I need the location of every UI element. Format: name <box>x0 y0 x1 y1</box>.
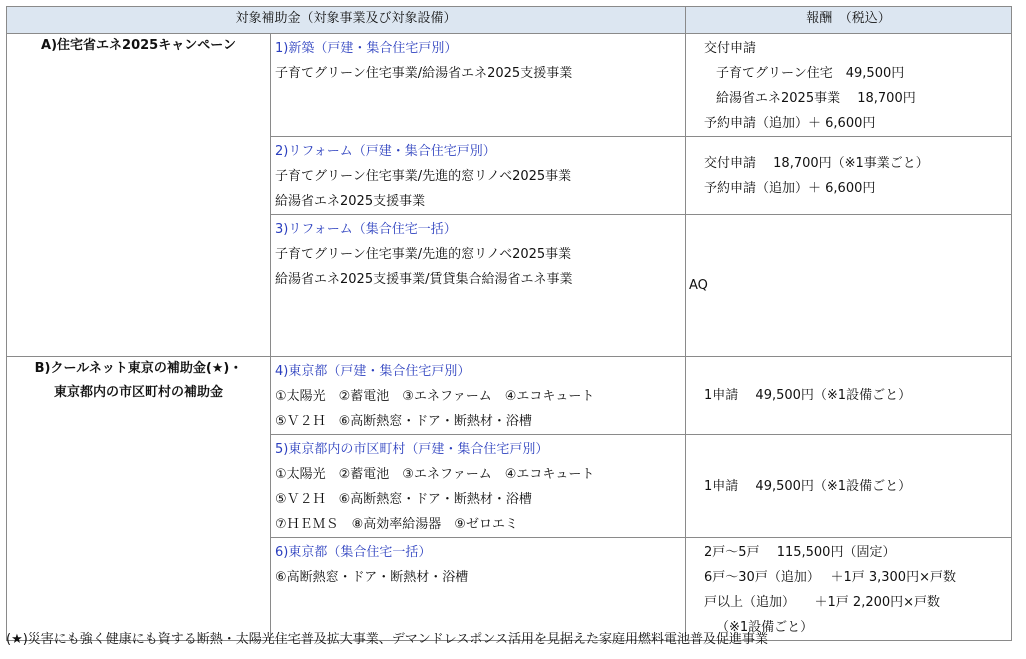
fee-cell <box>686 137 1012 215</box>
fee-line: 1申請 49,500円（※1設備ごと） <box>704 388 912 403</box>
fee-line: 給湯省エネ2025事業 18,700円 <box>716 91 916 106</box>
header-row <box>7 7 1012 34</box>
footnote: (★)災害にも強く健康にも資する断熱・太陽光住宅普及拡大事業、デマンドレスポンス活用を見据えた家庭用燃料電池普及促進事業 <box>6 632 769 647</box>
fee-line: 6戸～30戸（追加） ＋1戸 3,300円×戸数 <box>704 570 956 585</box>
fee-line: 1申請 49,500円（※1設備ごと） <box>704 478 912 494</box>
fee-cell <box>686 215 1012 357</box>
subsidy-fee-table <box>6 6 1012 641</box>
table-row <box>7 357 1012 435</box>
subsidy-line: 給湯省エネ2025支援事業 <box>275 194 426 209</box>
category-b-label-1: B)クールネット東京の補助金(★)・ <box>34 361 243 376</box>
subsidy-title: 5)東京都内の市区町村（戸建・集合住宅戸別） <box>275 442 549 457</box>
subsidy-line: 子育てグリーン住宅事業/先進的窓リノベ2025事業 <box>275 247 572 262</box>
category-b <box>7 357 271 641</box>
subsidy-line: ①太陽光 ②蓄電池 ③エネファーム ④エコキュート <box>275 467 595 482</box>
fee-line: 交付申請 <box>704 41 757 56</box>
subsidy-cell <box>271 538 686 641</box>
subsidy-line: 子育てグリーン住宅事業/給湯省エネ2025支援事業 <box>275 66 573 81</box>
fee-line: （※1設備ごと） <box>716 620 814 635</box>
fee-cell <box>686 357 1012 435</box>
subsidy-title: 2)リフォーム（戸建・集合住宅戸別） <box>275 144 496 159</box>
category-a <box>7 34 271 357</box>
subsidy-cell <box>271 137 686 215</box>
subsidy-title: 4)東京都（戸建・集合住宅戸別） <box>275 364 471 379</box>
subsidy-line: ⑤Ｖ２Ｈ ⑥高断熱窓・ドア・断熱材・浴槽 <box>275 492 532 507</box>
subsidy-cell <box>271 435 686 538</box>
fee-line: 予約申請（追加）＋ 6,600円 <box>704 181 876 196</box>
fee-line: AQ <box>689 278 708 293</box>
fee-line: 戸以上（追加） ＋1戸 2,200円×戸数 <box>704 595 941 610</box>
header-fee: 報酬 （税込） <box>686 7 1012 34</box>
fee-line: 子育てグリーン住宅 49,500円 <box>716 66 905 81</box>
fee-line: 予約申請（追加）＋ 6,600円 <box>704 116 876 131</box>
subsidy-title: 3)リフォーム（集合住宅一括） <box>275 222 457 237</box>
fee-line: 交付申請 18,700円（※1事業ごと） <box>704 156 929 171</box>
fee-cell <box>686 34 1012 137</box>
subsidy-line: ①太陽光 ②蓄電池 ③エネファーム ④エコキュート <box>275 389 595 404</box>
fee-cell <box>686 538 1012 641</box>
subsidy-cell <box>271 357 686 435</box>
subsidy-line: ⑥高断熱窓・ドア・断熱材・浴槽 <box>275 570 469 585</box>
subsidy-cell <box>271 34 686 137</box>
subsidy-title: 1)新築（戸建・集合住宅戸別） <box>275 41 458 56</box>
table-row <box>7 34 1012 137</box>
subsidy-line: 給湯省エネ2025支援事業/賃貸集合給湯省エネ事業 <box>275 272 573 287</box>
header-subsidy: 対象補助金（対象事業及び対象設備） <box>7 7 686 34</box>
subsidy-title: 6)東京都（集合住宅一括） <box>275 545 432 560</box>
subsidy-line: ⑤Ｖ２Ｈ ⑥高断熱窓・ドア・断熱材・浴槽 <box>275 414 532 429</box>
fee-line: 2戸～5戸 115,500円（固定） <box>704 545 896 560</box>
subsidy-cell <box>271 215 686 357</box>
category-b-label-2: 東京都内の市区町村の補助金 <box>53 385 223 400</box>
subsidy-line: ⑦ＨＥＭＳ ⑧高効率給湯器 ⑨ゼロエミ <box>275 517 518 532</box>
category-a-label: A)住宅省エネ2025キャンペーン <box>41 38 236 53</box>
subsidy-line: 子育てグリーン住宅事業/先進的窓リノベ2025事業 <box>275 169 572 184</box>
fee-cell <box>686 435 1012 538</box>
